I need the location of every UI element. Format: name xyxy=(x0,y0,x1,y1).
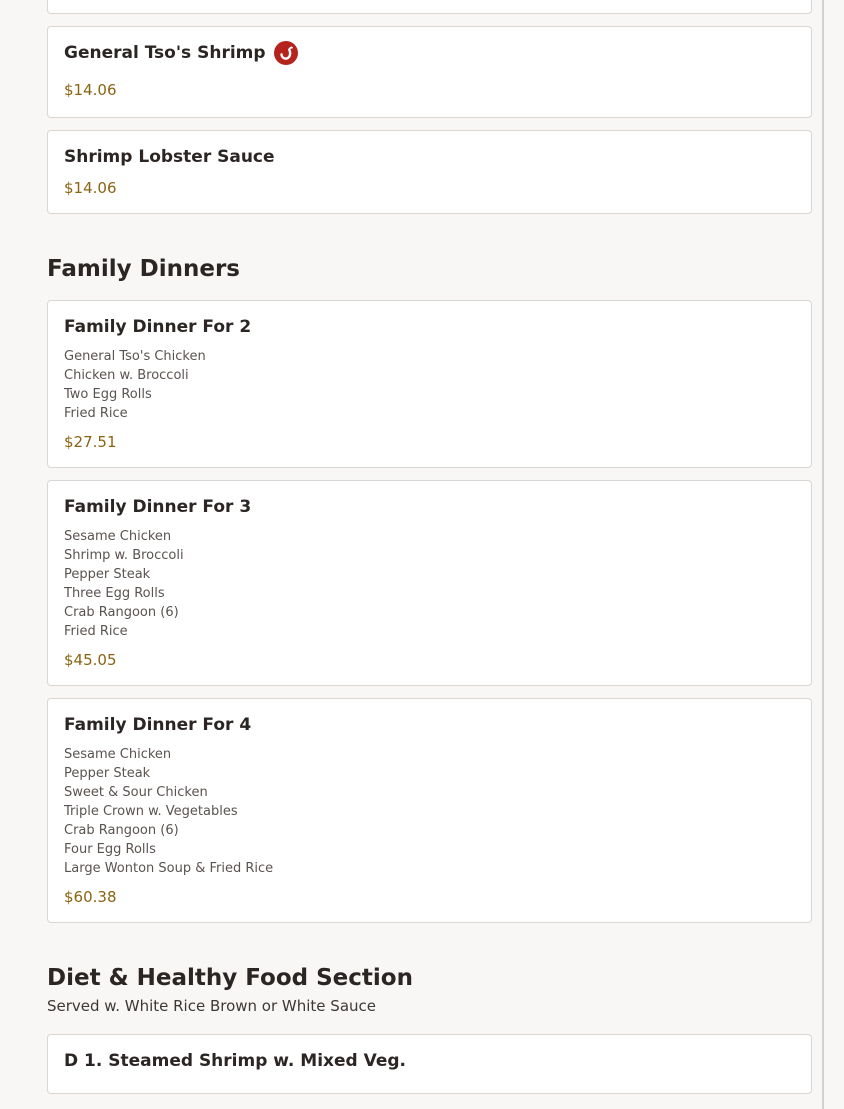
menu-page xyxy=(47,0,812,1106)
section-title: Family Dinners xyxy=(47,256,240,282)
menu-item-price: $14.06 xyxy=(64,81,117,99)
menu-item-price: $14.06 xyxy=(64,179,117,197)
menu-item-title: Family Dinner For 4 xyxy=(64,715,252,735)
menu-item-title: D 1. Steamed Shrimp w. Mixed Veg. xyxy=(64,1051,407,1071)
menu-item-title: Family Dinner For 3 xyxy=(64,497,252,517)
menu-item-price: $45.05 xyxy=(64,651,117,669)
description-line: Triple Crown w. Vegetables xyxy=(64,804,238,819)
menu-item-description xyxy=(64,527,795,641)
description-line: Fried Rice xyxy=(64,624,128,639)
description-line: Fried Rice xyxy=(64,406,128,421)
menu-item-title xyxy=(64,41,795,65)
description-line: Shrimp w. Broccoli xyxy=(64,548,184,563)
description-line: Two Egg Rolls xyxy=(64,387,152,402)
menu-item-name: General Tso's Shrimp xyxy=(64,43,266,63)
section-title: Diet & Healthy Food Section xyxy=(47,965,413,991)
description-line: Four Egg Rolls xyxy=(64,842,156,857)
description-line: General Tso's Chicken xyxy=(64,349,206,364)
menu-item-description xyxy=(64,347,795,423)
description-line: Sweet & Sour Chicken xyxy=(64,785,208,800)
menu-item-price: $27.51 xyxy=(64,433,117,451)
menu-item-card[interactable] xyxy=(47,300,812,468)
description-line: Three Egg Rolls xyxy=(64,586,165,601)
menu-item-price: $60.38 xyxy=(64,888,117,906)
menu-item-title: Shrimp Lobster Sauce xyxy=(64,147,275,167)
menu-item-card-partial[interactable] xyxy=(47,0,812,14)
description-line: Pepper Steak xyxy=(64,766,151,781)
menu-item-card[interactable] xyxy=(47,26,812,118)
description-line: Sesame Chicken xyxy=(64,529,172,544)
menu-item-card[interactable] xyxy=(47,1034,812,1094)
menu-item-card[interactable] xyxy=(47,130,812,214)
description-line: Pepper Steak xyxy=(64,567,151,582)
chili-pepper-icon xyxy=(274,41,298,65)
description-line: Sesame Chicken xyxy=(64,747,172,762)
menu-item-card[interactable] xyxy=(47,480,812,686)
menu-item-description xyxy=(64,745,795,878)
description-line: Crab Rangoon (6) xyxy=(64,605,179,620)
scrollbar-track[interactable] xyxy=(822,0,824,1109)
menu-item-card[interactable] xyxy=(47,698,812,923)
menu-item-title: Family Dinner For 2 xyxy=(64,317,252,337)
description-line: Crab Rangoon (6) xyxy=(64,823,179,838)
description-line: Chicken w. Broccoli xyxy=(64,368,189,383)
section-subtitle: Served w. White Rice Brown or White Sauce xyxy=(47,997,376,1015)
description-line: Large Wonton Soup & Fried Rice xyxy=(64,861,274,876)
